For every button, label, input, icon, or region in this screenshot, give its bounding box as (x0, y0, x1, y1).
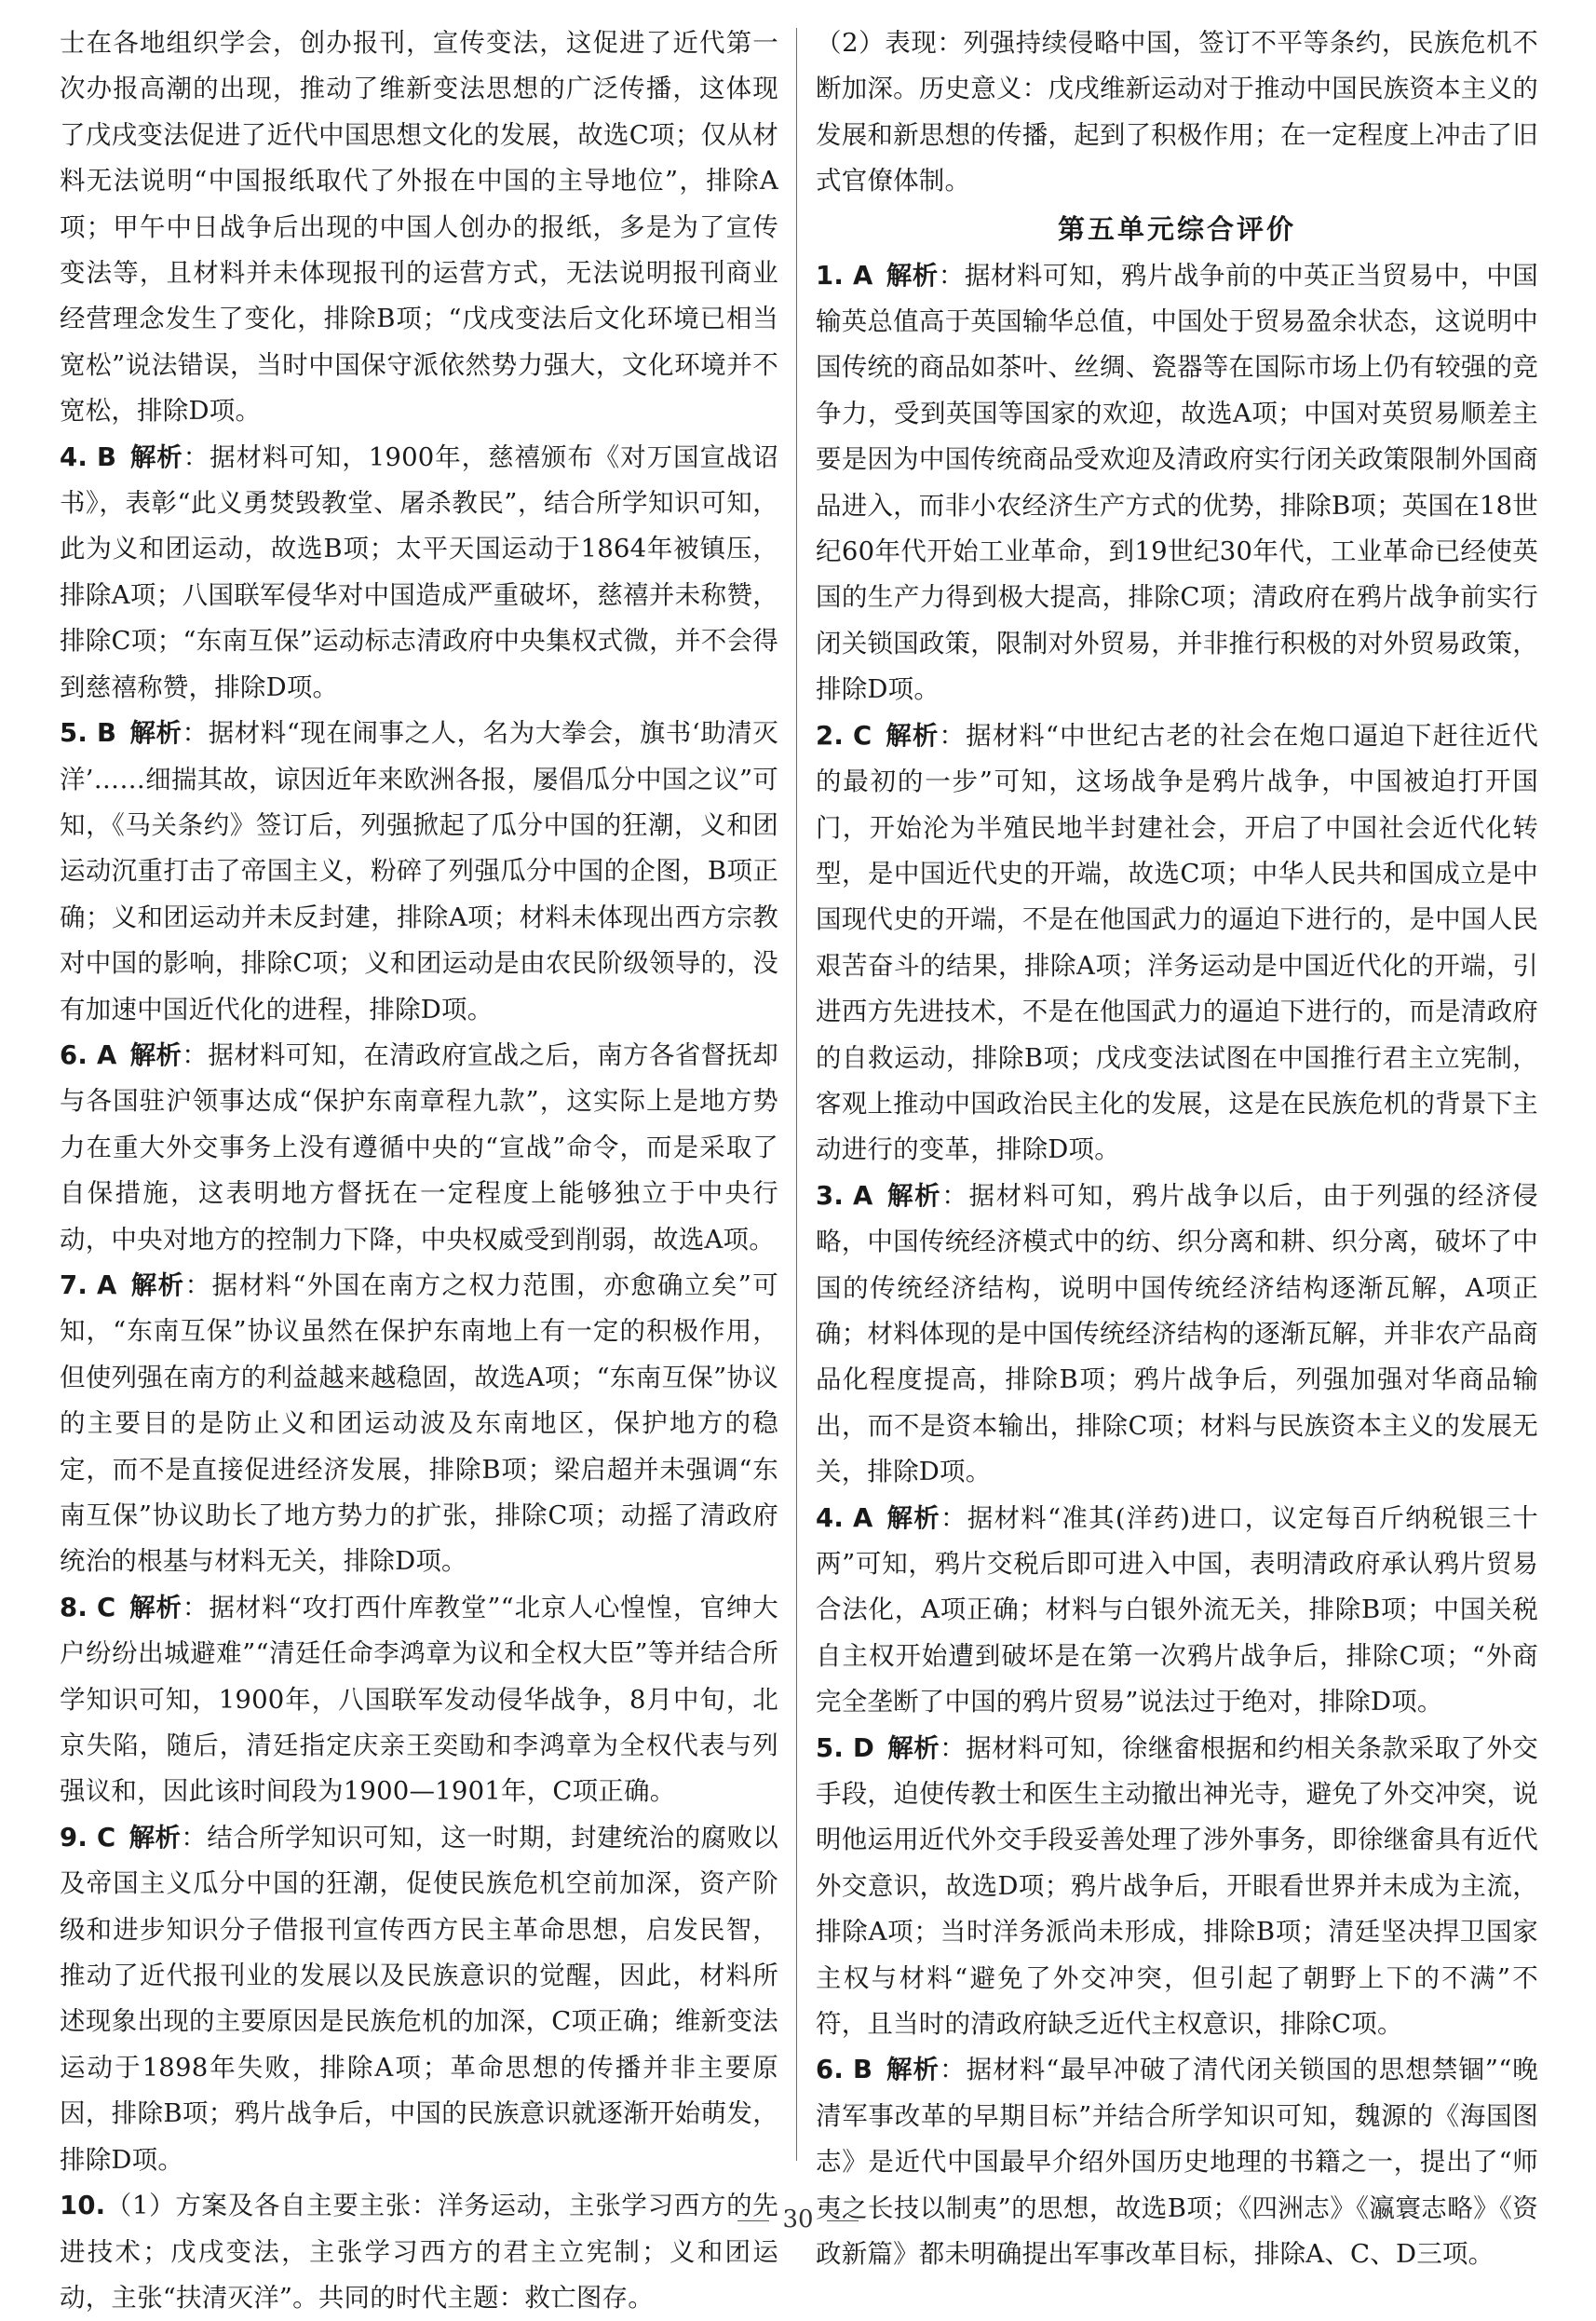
answer-item-r3 (816, 1174, 1538, 1496)
answer-letter: D (852, 1732, 875, 1763)
answer-item-10-part-2 (816, 20, 1538, 205)
column-divider (796, 28, 797, 2161)
question-number: 4. (60, 441, 88, 472)
paragraph-text: ：据材料可知，鸦片战争前的中英正当贸易中，中国输英总值高于英国输华总值，中国处于贸易盈余状态，这说明中国传统的商品如茶叶、丝绸、瓷器等在国际市场上仍有较强的竞争力，受到英国等国家的欢迎，故选A项；中国对英贸易顺差主要是因为中国传统商品受欢迎及清政府实行闭关政策限制外国商品进入，而非小农经济生产方式的优势，排除B项；英国在18世纪60年代开始工业革命，到19世纪30年代，工业革命已经使英国的生产力得到极大提高，排除C项；清政府在鸦片战争前实行闭关锁国政策，限制对外贸易，并非推行积极的对外贸易政策，排除D项。 (816, 260, 1538, 705)
paragraph-text: 士在各地组织学会，创办报刊，宣传变法，这促进了近代第一次办报高潮的出现，推动了维新变法思想的广泛传播，这体现了戊戌变法促进了近代中国思想文化的发展，故选C项；仅从材料无法说明“中国报纸取代了外报在中国的主导地位”，排除A项；甲午中日战争后出现的中国人创办的报纸，多是为了宣传变法等，且材料并未体现报刊的运营方式，无法说明报刊商业经营理念发生了变化，排除B项；“戊戌变法后文化环境已相当宽松”说法错误，当时中国保守派依然势力强大，文化环境并不宽松，排除D项。 (60, 28, 779, 427)
analysis-label: 解析 (128, 1822, 182, 1853)
question-number: 2. (816, 720, 844, 751)
page-number-dash-left (737, 2220, 769, 2221)
paragraph-text: （1）方案及各自主要主张：洋务运动，主张学习西方的先进技术；戊戌变法，主张学习西方的君主立宪制；义和团运动，主张“扶清灭洋”。共同的时代主题：救亡图存。 (60, 2191, 778, 2313)
question-number: 6. (816, 2055, 844, 2085)
answer-item-9 (60, 1815, 778, 2183)
answer-letter: B (96, 441, 117, 472)
question-number: 9. (60, 1822, 88, 1853)
question-number: 5. (816, 1732, 844, 1763)
paragraph-text: ：据材料可知，1900年，慈禧颁布《对万国宣战诏书》，表彰“此义勇焚毁教堂、屠杀教民”，结合所学知识可知，此为义和团运动，故选B项；太平天国运动于1864年被镇压，排除A项；八国联军侵华对中国造成严重破坏，慈禧并未称赞，排除C项；“东南互保”运动标志清政府中央集权式微，并不会得到慈禧称赞，排除D项。 (60, 441, 778, 702)
answer-item-8 (60, 1585, 778, 1815)
answer-item-r2 (816, 713, 1538, 1174)
answer-letter: B (96, 718, 117, 749)
right-column (816, 20, 1539, 2270)
paragraph-text: ：结合所学知识可知，这一时期，封建统治的腐败以及帝国主义瓜分中国的狂潮，促使民族危机空前加深，资产阶级和进步知识分子借报刊宣传西方民主革命思想，启发民智，推动了近代报刊业的发展以及民族意识的觉醒，因此，材料所述现象出现的主要原因是民族危机的加深，C项正确；维新变法运动于1898年失败，排除A项；革命思想的传播并非主要原因，排除B项；鸦片战争后，中国的民族意识就逐渐开始萌发，排除D项。 (60, 1822, 778, 2175)
paragraph-text: ：据材料“最早冲破了清代闭关锁国的思想禁锢”“晚清军事改革的早期目标”并结合所学知识可知，魏源的《海国图志》是近代中国最早介绍外国历史地理的书籍之一，提出了“师夷之长技以制夷”的思想，故选B项；《四洲志》《瀛寰志略》《资政新篇》都未明确提出军事改革目标，排除A、C、D三项。 (816, 2055, 1539, 2270)
question-number: 7. (60, 1269, 88, 1300)
answer-letter: A (96, 1039, 117, 1070)
analysis-label: 解析 (887, 1732, 940, 1763)
analysis-label: 解析 (129, 1269, 185, 1300)
answer-item-r6 (816, 2047, 1538, 2277)
analysis-label: 解析 (886, 2055, 940, 2085)
analysis-label: 解析 (886, 1502, 941, 1533)
paragraph-text: （2）表现：列强持续侵略中国，签订不平等条约，民族危机不断加深。历史意义：戊戌维新运动对于推动中国民族资本主义的发展和新思想的传播，起到了积极作用；在一定程度上冲击了旧式官僚体制。 (816, 28, 1538, 197)
answer-letter: C (852, 720, 872, 751)
question-number: 5. (60, 718, 88, 749)
answer-item-5 (60, 711, 778, 1033)
answer-letter: A (852, 1502, 873, 1533)
question-number: 6. (60, 1039, 88, 1070)
analysis-label: 解析 (886, 260, 939, 291)
paragraph-text: ：据材料“中世纪古老的社会在炮口逼迫下赶往近代的最初的一步”可知，这场战争是鸦片战争，中国被迫打开国门，开始沦为半殖民地半封建社会，开启了中国社会近代化转型，是中国近代史的开端，故选C项；中华人民共和国成立是中国现代史的开端，不是在他国武力的逼迫下进行的，是中国人民艰苦奋斗的结果，排除A项；洋务运动是中国近代化的开端，引进西方先进技术，不是在他国武力的逼迫下进行的，而是清政府的自救运动，排除B项；戊戌变法试图在中国推行君主立宪制，客观上推动中国政治民主化的发展，这是在民族危机的背景下主动进行的变革，排除D项。 (816, 720, 1538, 1165)
paragraph-left-0 (60, 20, 778, 435)
question-number: 4. (816, 1502, 844, 1533)
answer-letter: A (852, 260, 873, 291)
answer-letter: C (96, 1822, 116, 1853)
analysis-label: 解析 (129, 1039, 183, 1070)
answer-letter: C (96, 1592, 116, 1622)
analysis-label: 解析 (129, 718, 183, 749)
answer-item-r1 (816, 253, 1538, 713)
analysis-label: 解析 (886, 1180, 942, 1211)
question-number: 10. (60, 2191, 106, 2221)
paragraph-text: ：据材料“攻打西什库教堂”“北京人心惶惶，官绅大户纷纷出城避难”“清廷任命李鸿章为议和全权大臣”等并结合所学知识可知，1900年，八国联军发动侵华战争，8月中旬，北京失陷，随后，清廷指定庆亲王奕劻和李鸿章为全权代表与列强议和，因此该时间段为1900—1901年，C项正确。 (60, 1592, 778, 1807)
section-title: 第五单元综合评价 (1057, 212, 1296, 245)
answer-letter: A (96, 1269, 117, 1300)
analysis-label: 解析 (129, 441, 183, 472)
left-column (60, 20, 779, 2313)
question-number: 1. (816, 260, 844, 291)
paragraph-text: ：据材料“准其(洋药)进口，议定每百斤纳税银三十两”可知，鸦片交税后即可进入中国，表明清政府承认鸦片贸易合法化，A项正确；材料与白银外流无关，排除B项；中国关税自主权开始遭到破坏是在第一次鸦片战争后，排除C项；“外商完全垄断了中国的鸦片贸易”说法过于绝对，排除D项。 (816, 1502, 1538, 1717)
paragraph-text: ：据材料可知，徐继畲根据和约相关条款采取了外交手段，迫使传教士和医生主动撤出神光寺，避免了外交冲突，说明他运用近代外交手段妥善处理了涉外事务，即徐继畲具有近代外交意识，故选D项；鸦片战争后，开眼看世界并未成为主流，排除A项；当时洋务派尚未形成，排除B项；清廷坚决捍卫国家主权与材料“避免了外交冲突，但引起了朝野上下的不满”不符，且当时的清政府缺乏近代主权意识，排除C项。 (816, 1732, 1538, 2040)
answer-letter: B (852, 2055, 873, 2085)
answer-item-10 (60, 2183, 778, 2321)
paragraph-text: ：据材料“现在闹事之人，名为大拳会，旗书‘助清灭洋’……细揣其故，谅因近年来欧洲各报，屡倡瓜分中国之议”可知，《马关条约》签订后，列强掀起了瓜分中国的狂潮，义和团运动沉重打击了帝国主义，粉碎了列强瓜分中国的企图，B项正确；义和团运动并未反封建，排除A项；材料未体现出西方宗教对中国的影响，排除C项；义和团运动是由农民阶级领导的，没有加速中国近代化的进程，排除D项。 (60, 718, 778, 1025)
paragraph-text: ：据材料可知，在清政府宣战之后，南方各省督抚却与各国驻沪领事达成“保护东南章程九款”，这实际上是地方势力在重大外交事务上没有遵循中央的“宣战”命令，而是采取了自保措施，这表明地方督抚在一定程度上能够独立于中央行动，中央对地方的控制力下降，中央权威受到削弱，故选A项。 (60, 1039, 778, 1255)
page-number-dash-right (827, 2220, 859, 2221)
answer-letter: A (852, 1180, 873, 1211)
paragraph-text: ：据材料可知，鸦片战争以后，由于列强的经济侵略，中国传统经济模式中的纺、织分离和耕、织分离，破坏了中国的传统经济结构，说明中国传统经济结构逐渐瓦解，A项正确；材料体现的是中国传统经济结构的逐渐瓦解，并非农产品商品化程度提高，排除B项；鸦片战争后，列强加强对华商品输出，而不是资本输出，排除C项；材料与民族资本主义的发展无关，排除D项。 (816, 1180, 1538, 1487)
page-number-value: 30 (782, 2206, 814, 2233)
answer-item-r4 (816, 1496, 1538, 1726)
paragraph-text: ：据材料“外国在南方之权力范围，亦愈确立矣”可知，“东南互保”协议虽然在保护东南地上有一定的积极作用，但使列强在南方的利益越来越稳固，故选A项；“东南互保”协议的主要目的是防止义和团运动波及东南地区，保护地方的稳定，而不是直接促进经济发展，排除B项；梁启超并未强调“东南互保”协议助长了地方势力的扩张，排除C项；动摇了清政府统治的根基与材料无关，排除D项。 (60, 1269, 778, 1577)
question-number: 3. (816, 1180, 844, 1211)
answer-item-7 (60, 1263, 778, 1585)
page-number (0, 2206, 1596, 2233)
analysis-label: 解析 (885, 720, 940, 751)
analysis-label: 解析 (128, 1592, 183, 1622)
answer-item-r5 (816, 1726, 1538, 2048)
answer-item-4 (60, 435, 778, 711)
question-number: 8. (60, 1592, 88, 1622)
answer-item-6 (60, 1033, 778, 1263)
